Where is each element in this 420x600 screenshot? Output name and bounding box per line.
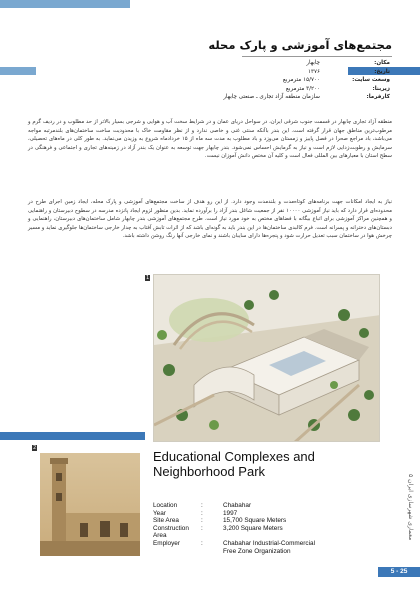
english-info-row bbox=[153, 510, 373, 518]
info-colon bbox=[201, 548, 223, 556]
info-value: 15,700 Square Meters bbox=[223, 517, 287, 525]
info-key: Location bbox=[153, 502, 178, 509]
info-key: زیربنا: bbox=[372, 85, 390, 92]
persian-paragraph-2: نیاز به ایجاد امکانات جهت برنامه‌های کوتاه‌مدت و بلندمدت وجود دارد. از این رو هدف از ساخت مجتمع‌های آموزشی و پارک محله، ایجاد زمین اجرای طرح در محدوده‌ای قرار دارد که باید نیاز آموزشی ۱۰۰۰۰ نفر از جمعیت شاغل بندر آزاد را برآورده نماید. بدین منظور لزوم ایجاد پانزده مدرسه در سطوح دبیرستان و راهنمایی و همچنین مراکز آموزشی برای اتباع بیگانه با فضاهای مختص به خود مورد نیاز است. طرح مجتمع‌های آموزشی بندر چابهار شامل ساختمان‌های دبیرستان، راهنمایی و دبستان‌های دخترانه و پسرانه است. فرم کالبدی ساختمان‌ها در این بندر باید به گونه‌ای باشد که از اثرات تابش آفتاب به چدار خارجی ساختمان‌ها جلوگیری نماید و مسیر چرخش هوا در ساختمان سبب تعدیل حرارت شود و پنجره‌ها دارای سایبان باشند و نمای خارجی آنها رنگ روشن داشته باشد. bbox=[28, 199, 392, 239]
persian-info-row bbox=[140, 68, 390, 77]
rendering-illustration bbox=[154, 275, 380, 442]
english-info-row bbox=[153, 540, 373, 548]
info-value: سازمان منطقه آزاد تجاری ـ صنعتی چابهار bbox=[223, 94, 320, 101]
tower-photo-illustration bbox=[40, 453, 140, 556]
info-value: ۱۵/۷۰۰ مترمربع bbox=[282, 77, 320, 84]
info-key: تاریخ: bbox=[374, 68, 390, 75]
info-key: Year bbox=[153, 509, 166, 517]
persian-info-row bbox=[140, 85, 390, 94]
persian-info-row bbox=[140, 93, 390, 102]
english-title: Educational Complexes and Neighborhood Park bbox=[153, 449, 315, 479]
info-key: Employer bbox=[153, 539, 180, 547]
persian-project-info bbox=[140, 59, 390, 102]
side-running-title: معماری شهرسازی ایران ۵ bbox=[407, 473, 414, 540]
info-value: Chabahar bbox=[223, 502, 252, 509]
tower-photo bbox=[40, 453, 140, 556]
info-value: Chabahar Industrial-Commercial bbox=[223, 539, 315, 547]
info-key: وسعت سایت: bbox=[352, 77, 390, 84]
mid-accent-bar bbox=[0, 432, 145, 440]
english-info-row bbox=[153, 502, 373, 510]
info-key: کارفرما: bbox=[366, 94, 390, 101]
english-info-row bbox=[153, 517, 373, 525]
persian-info-row bbox=[140, 59, 390, 68]
persian-info-row bbox=[140, 76, 390, 85]
persian-paragraph-1: منطقه آزاد تجاری چابهار در قسمت جنوب شرقی ایران، در سواحل دریای عمان و در شرایط سخت آب و هوایی و شرجی بسیار بالاتر از حد مطلوب و در ردیف گرم و مرطوب‌ترین مناطق جهان قرار گرفته است. این بندر باآنکه سنتی غنی و خاصی ندارد و از نظر مقاومت خاک با محدودیت ساخت ساختمان‌های بلندمرتبه مواجه می‌باشد، باد مراجع صحرا در فصل پاییز و زمستان می‌وزد و باد مطلوب به مدت سه ماه از ۱۵ خردادماه شروع به وزیدن می‌نماید. به طور کلی در ماه‌های تحصیلی، سرمایش و رطوبت‌زدایی لازم است و نیاز به گرمایش احساس نمی‌شود. بندر چابهار جهت توسعه به عنوان یک بندر آزاد در زمینه‌های تجاری و اجتماعی و فرهنگی در سطح استان با معیارهای بین المللی فعال است و کلیه آن مختص دانش آموزان نیست. bbox=[28, 119, 392, 159]
info-key: مکان: bbox=[374, 60, 390, 66]
top-color-band bbox=[0, 0, 130, 8]
info-value: ۱۳۷۶ bbox=[307, 68, 320, 75]
figure-number-2: 2 bbox=[33, 445, 37, 451]
english-info-row bbox=[153, 525, 373, 540]
info-value: چابهار bbox=[306, 60, 320, 66]
persian-title: مجتمع‌های آموزشی و پارک محله bbox=[208, 38, 392, 52]
info-key: Site Area bbox=[153, 517, 179, 525]
info-key bbox=[153, 548, 201, 556]
info-colon: : bbox=[201, 502, 203, 509]
title-rule bbox=[242, 56, 392, 57]
info-colon: : bbox=[201, 539, 203, 547]
english-info-row bbox=[153, 548, 373, 556]
info-colon: : bbox=[201, 509, 203, 517]
site-rendering-image bbox=[153, 274, 380, 442]
english-project-info bbox=[153, 502, 373, 555]
page-number: 5 - 25 bbox=[378, 567, 420, 577]
header-accent-bar-left bbox=[0, 67, 36, 75]
info-key: Construction Area bbox=[153, 524, 189, 540]
info-value: ۳/۲۰۰ مترمربع bbox=[285, 85, 320, 92]
figure-number-1: 1 bbox=[146, 275, 150, 281]
info-value: 1997 bbox=[223, 509, 238, 517]
info-colon: : bbox=[201, 524, 203, 532]
info-value: Free Zone Organization bbox=[223, 547, 291, 555]
info-value: 3,200 Square Meters bbox=[223, 524, 283, 532]
info-colon: : bbox=[201, 517, 203, 525]
